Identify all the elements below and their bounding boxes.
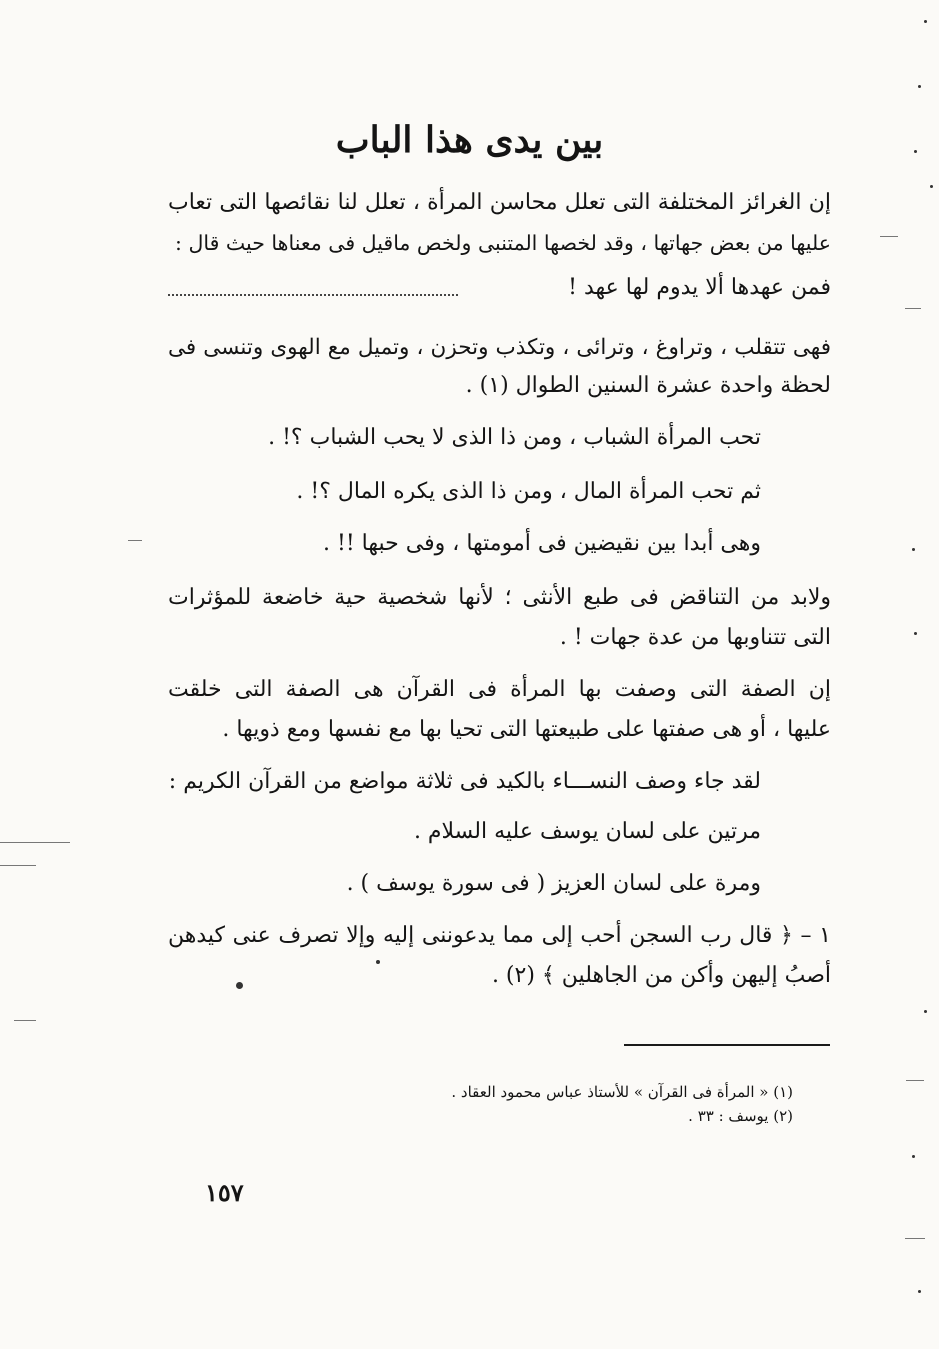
statement-three-places: لقد جاء وصف النســـاء بالكيد فى ثلاثة مواضع من القرآن الكريم :	[168, 769, 761, 794]
scan-mark	[905, 1238, 925, 1239]
scan-mark	[128, 540, 142, 541]
footnote-divider	[624, 1044, 830, 1046]
scan-mark	[880, 236, 898, 237]
scan-speck	[914, 150, 917, 153]
scan-mark	[0, 865, 36, 866]
page-number: ١٥٧	[205, 1178, 244, 1207]
statement-once-aziz: ومرة على لسان العزيز ( فى سورة يوسف ) .	[346, 871, 761, 896]
statement-twice-yusuf: مرتين على لسان يوسف عليه السلام .	[413, 819, 761, 844]
paragraph-1-line-1: إن الغرائز المختلفة التى تعلل محاسن المرأة ، تعلل لنا نقائصها التى تعاب	[168, 190, 831, 215]
page-title: بين يدى هذا الباب	[335, 119, 604, 161]
verse-dotted-leader	[168, 270, 458, 296]
scan-speck	[924, 20, 927, 23]
paragraph-2-line-1: فهى تتقلب ، وتراوغ ، وترائى ، وتكذب وتحزن ، وتميل مع الهوى وتنسى فى	[168, 335, 831, 360]
scan-mark	[905, 308, 921, 309]
paragraph-4-line-1: إن الصفة التى وصفت بها المرأة فى القرآن هى الصفة التى خلقت	[168, 677, 831, 702]
scan-speck	[918, 1290, 921, 1293]
scan-speck	[376, 960, 380, 964]
scan-mark	[14, 1020, 36, 1021]
paragraph-3-line-1: ولابد من التناقض فى طبع الأنثى ؛ لأنها شخصية حية خاضعة للمؤثرات	[168, 585, 831, 610]
scan-speck	[918, 85, 921, 88]
paragraph-4-line-2: عليها ، أو هى صفتها على طبيعتها التى تحيا بها مع نفسها ومع ذويها .	[222, 717, 831, 742]
scan-mark	[0, 842, 70, 843]
scan-mark	[906, 1080, 924, 1081]
scan-speck	[924, 1010, 927, 1013]
scan-speck	[930, 185, 933, 188]
verse-text: فمن عهدها ألا يدوم لها عهد !	[568, 275, 831, 300]
verse-row	[168, 270, 831, 306]
footnote-1: (١) « المرأة فى القرآن » للأستاذ عباس محمود العقاد .	[451, 1083, 793, 1101]
statement-contradiction: وهى أبدا بين نقيضين فى أمومتها ، وفى حبها !! .	[323, 531, 761, 556]
paragraph-2-line-2: لحظة واحدة عشرة السنين الطوال (١) .	[465, 373, 831, 398]
scan-speck	[914, 632, 917, 635]
quote-1-line-1: ١ – ﴿ قال رب السجن أحب إلى مما يدعوننى إليه وإلا تصرف عنى كيدهن	[168, 923, 831, 948]
scan-speck	[236, 982, 243, 989]
statement-money: ثم تحب المرأة المال ، ومن ذا الذى يكره المال ؟! .	[296, 479, 761, 504]
statement-youth: تحب المرأة الشباب ، ومن ذا الذى لا يحب الشباب ؟! .	[268, 425, 761, 450]
scan-speck	[912, 548, 915, 551]
paragraph-1-line-2: عليها من بعض جهاتها ، وقد لخصها المتنبى ولخص ماقيل فى معناها حيث قال :	[175, 231, 831, 255]
paragraph-3-line-2: التى تتناوبها من عدة جهات ! .	[559, 625, 831, 650]
quote-1-line-2: أصبُ إليهن وأكن من الجاهلين ﴾ (٢) .	[491, 963, 831, 988]
scan-speck	[912, 1155, 915, 1158]
footnote-2: (٢) يوسف : ٣٣ .	[688, 1107, 793, 1125]
